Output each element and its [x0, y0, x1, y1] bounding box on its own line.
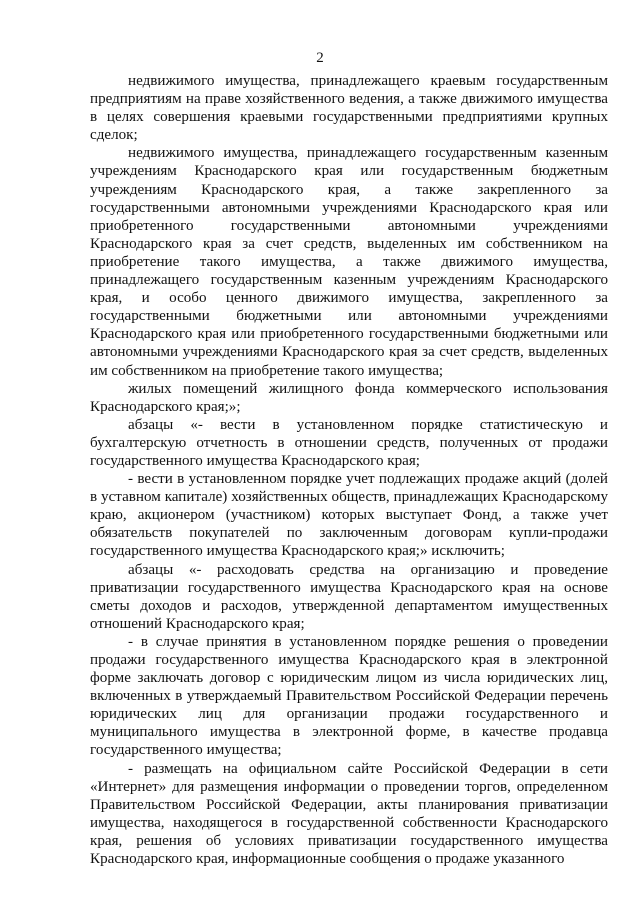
paragraph-shares-accounting: - вести в установленном порядке учет подлежащих продаже акций (долей в уставном капитале) хозяйственных обществ, принадлежащих Краснодарскому краю, акционером (участником) которых выступает Фонд, а также учет обязательств покупателей по заключенным договорам купли-продажи государственного имущества Краснодарского края;» исключить;: [90, 471, 608, 560]
document-body: [90, 72, 608, 868]
paragraph-electronic-sale: - в случае принятия в установленном порядке решения о проведении продажи государственного имущества Краснодарского края в электронной форме заключать договор с юридическим лицом из числа юридических лиц, включенных в утверждаемый Правительством Российской Федерации перечень юридических лиц для организации продажи государственного и муниципального имущества в электронной форме, в качестве продавца государственного имущества;: [90, 633, 608, 759]
paragraph-privatization-expenses: абзацы «- расходовать средства на организацию и проведение приватизации государственного имущества Краснодарского края на основе сметы доходов и расходов, утвержденной департаментом имущественных отношений Краснодарского края;: [90, 561, 608, 632]
paragraph-real-estate-enterprises: недвижимого имущества, принадлежащего краевым государственным предприятиям на праве хозяйственного ведения, а также движимого имущества в целях совершения краевыми государственными предприятиями крупных сделок;: [90, 73, 608, 144]
paragraph-real-estate-institutions: недвижимого имущества, принадлежащего государственным казенным учреждениям Краснодарского края или государственным бюджетным учреждениям Краснодарского края, а также закрепленного за государственными автономными учреждениями Краснодарского края или приобретенного государственными автономными учреждениями Краснодарского края за счет средств, выделенных им собственником на приобретение такого имущества, а также движимого имущества, принадлежащего государственным казенным учреждениям Краснодарского края, и особо ценного движимого имущества, закрепленного за государственными бюджетными или автономными учреждениями Краснодарского края или приобретенного государственными бюджетными или автономными учреждениями Краснодарского края за счет средств, выделенных им собственником на приобретение такого имущества;: [90, 145, 608, 379]
page-number: 2: [316, 50, 324, 66]
paragraph-housing-fund: жилых помещений жилищного фонда коммерческого использования Краснодарского края;»;: [90, 380, 608, 415]
paragraph-statistical-reporting: абзацы «- вести в установленном порядке статистическую и бухгалтерскую отчетность в отношении средств, полученных от продажи государственного имущества Краснодарского края;: [90, 416, 608, 469]
paragraph-official-website: - размещать на официальном сайте Российской Федерации в сети «Интернет» для размещения информации о проведении торгов, определенном Правительством Российской Федерации, акты планирования приватизации имущества, находящегося в государственной собственности Краснодарского края, решения об условиях приватизации государственного имущества Краснодарского края, информационные сообщения о продаже указанного: [90, 760, 608, 868]
